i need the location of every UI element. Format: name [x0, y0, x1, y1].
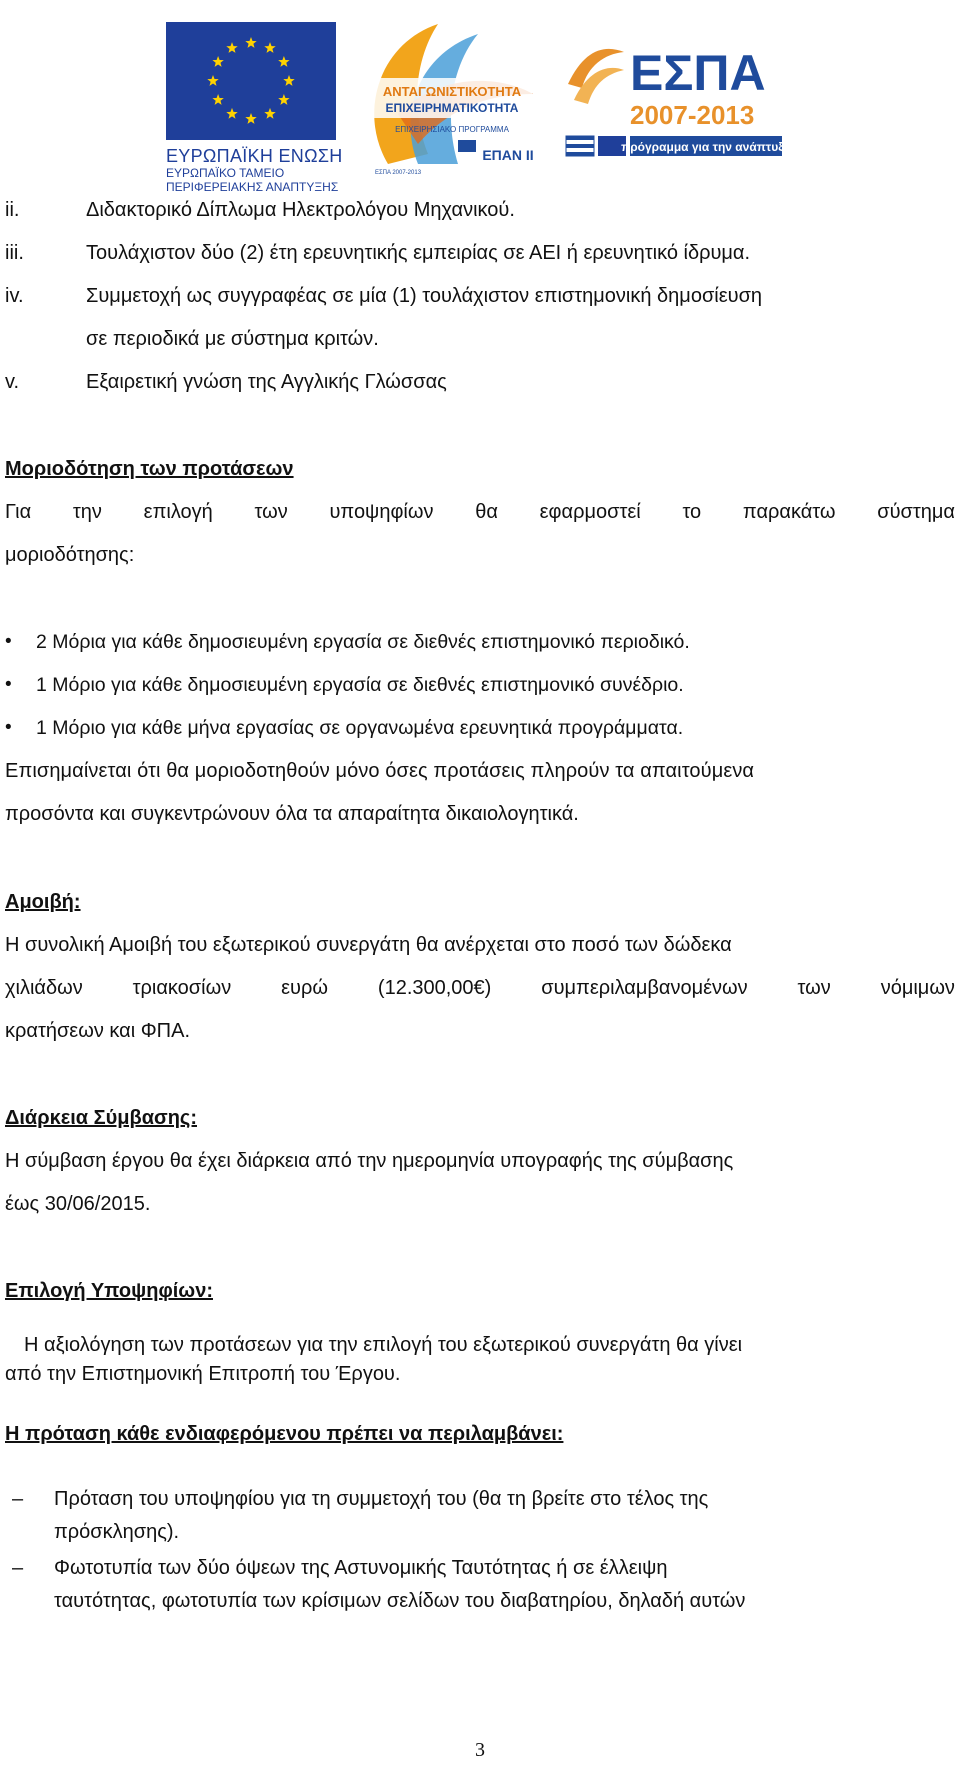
- selection-line1: Η αξιολόγηση των προτάσεων για την επιλογή του εξωτερικού συνεργάτη θα γίνει: [24, 1334, 743, 1356]
- duration-heading: Διάρκεια Σύμβασης:: [5, 1107, 197, 1129]
- dash-icon: –: [12, 1557, 24, 1579]
- greek-flag-icon: [458, 140, 476, 152]
- scoring-intro-word: παρακάτω: [742, 501, 836, 523]
- eu-logo-text: [166, 146, 343, 194]
- bullet-icon: •: [5, 674, 12, 695]
- req-num-ii: ii.: [5, 199, 20, 221]
- scoring-intro-word: Για: [5, 501, 32, 523]
- scoring-bullet-1: 2 Μόρια για κάθε δημοσιευμένη εργασία σε διεθνές επιστημονικό περιοδικό.: [36, 631, 690, 653]
- comp-line4: ΕΠΑΝ ΙΙ: [482, 147, 534, 163]
- scoring-intro-word: θα: [475, 501, 498, 523]
- req-text-iii: Τουλάχιστον δύο (2) έτη ερευνητικής εμπειρίας σε ΑΕΙ ή ερευνητικό ίδρυμα.: [86, 242, 751, 264]
- competitiveness-logo: [358, 14, 540, 184]
- scoring-intro-word: υποψηφίων: [329, 501, 434, 523]
- fee-line2-word: συμπεριλαμβανομένων: [541, 977, 748, 999]
- scoring-bullet-3: 1 Μόριο για κάθε μήνα εργασίας σε οργανωμένα ερευνητικά προγράμματα.: [36, 717, 684, 739]
- comp-line3: ΕΠΙΧΕΙΡΗΣΙΑΚΟ ΠΡΟΓΡΑΜΜΑ: [395, 125, 509, 134]
- scoring-note-line1: Επισημαίνεται ότι θα μοριοδοτηθούν μόνο όσες προτάσεις πληρούν τα απαιτούμενα: [5, 760, 755, 782]
- proposal-item1-line1: Πρόταση του υποψηφίου για τη συμμετοχή του (θα τη βρείτε στο τέλος της: [54, 1488, 709, 1510]
- eu-logo: [166, 22, 343, 196]
- header-logos: [0, 0, 960, 196]
- scoring-intro-word: την: [72, 501, 102, 523]
- scoring-intro-word: επιλογή: [143, 501, 213, 523]
- scoring-heading: Μοριοδότηση των προτάσεων: [5, 458, 294, 480]
- bullet-icon: •: [5, 631, 12, 652]
- fee-line2-word: χιλιάδων: [5, 977, 83, 999]
- fee-line3: κρατήσεων και ΦΠΑ.: [5, 1020, 191, 1042]
- page-number: 3: [475, 1739, 485, 1761]
- scoring-bullet-2: 1 Μόριο για κάθε δημοσιευμένη εργασία σε διεθνές επιστημονικό συνέδριο.: [36, 674, 684, 696]
- proposal-item2-line1: Φωτοτυπία των δύο όψεων της Αστυνομικής Ταυτότητας ή σε έλλειψη: [54, 1557, 668, 1579]
- fee-line2-word: των: [797, 977, 831, 999]
- bullet-icon: •: [5, 717, 12, 738]
- eu-stars-icon: [166, 22, 336, 140]
- scoring-intro-word: εφαρμοστεί: [539, 501, 641, 523]
- scoring-intro-line1: [5, 500, 955, 524]
- fee-line2-word: νόμιμων: [880, 977, 955, 999]
- fee-line1: Η συνολική Αμοιβή του εξωτερικού συνεργάτη θα ανέρχεται στο ποσό των δώδεκα: [5, 934, 732, 956]
- duration-line1: Η σύμβαση έργου θα έχει διάρκεια από την ημερομηνία υπογραφής της σύμβασης: [5, 1150, 734, 1172]
- proposal-heading: Η πρόταση κάθε ενδιαφερόμενου πρέπει να περιλαμβάνει:: [5, 1423, 564, 1445]
- comp-line2: ΕΠΙΧΕΙΡΗΜΑΤΙΚΟΤΗΤΑ: [385, 101, 519, 115]
- req-text-v: Εξαιρετική γνώση της Αγγλικής Γλώσσας: [86, 371, 447, 393]
- comp-line1: ΑΝΤΑΓΩΝΙΣΤΙΚΟΤΗΤΑ: [382, 84, 522, 99]
- proposal-item1-line2: πρόσκλησης).: [54, 1521, 180, 1543]
- eu-line3: ΠΕΡΙΦΕΡΕΙΑΚΗΣ ΑΝΑΠΤΥΞΗΣ: [166, 180, 339, 194]
- eu-line2: ΕΥΡΩΠΑΪΚΟ ΤΑΜΕΙΟ: [166, 166, 285, 180]
- scoring-note-line2: προσόντα και συγκεντρώνουν όλα τα απαραίτητα δικαιολογητικά.: [5, 803, 579, 825]
- espa-years: 2007-2013: [630, 100, 755, 130]
- req-num-iii: iii.: [5, 242, 24, 264]
- selection-line2: από την Επιστημονική Επιτροπή του Έργου.: [5, 1363, 401, 1385]
- comp-line5: ΕΣΠΑ 2007-2013: [374, 170, 422, 176]
- espa-title: ΕΣΠΑ: [630, 45, 766, 101]
- eu-line1: ΕΥΡΩΠΑΪΚΗ ΕΝΩΣΗ: [166, 146, 343, 166]
- competitiveness-swirl-icon: [358, 14, 540, 184]
- req-text-ii: Διδακτορικό Δίπλωμα Ηλεκτρολόγου Μηχανικού.: [86, 199, 515, 221]
- fee-line2-word: τριακοσίων: [132, 977, 232, 999]
- eu-flag-icon: [166, 22, 336, 140]
- espa-slogan: πρόγραμμα για την ανάπτυξη: [621, 140, 784, 154]
- scoring-intro-word: των: [254, 501, 288, 523]
- espa-logo-icon: [564, 40, 784, 160]
- req-text-iv: Συμμετοχή ως συγγραφέας σε μία (1) τουλάχιστον επιστημονική δημοσίευση: [86, 285, 763, 307]
- fee-line2: [5, 976, 955, 1000]
- scoring-intro-word: σύστημα: [877, 501, 955, 523]
- req-num-iv: iv.: [5, 285, 24, 307]
- espa-logo: [564, 40, 784, 160]
- scoring-intro-line2: μοριοδότησης:: [5, 544, 135, 566]
- fee-line2-word: ευρώ: [281, 977, 328, 999]
- duration-line2: έως 30/06/2015.: [5, 1193, 151, 1215]
- scoring-intro-word: το: [682, 501, 702, 523]
- fee-heading: Αμοιβή:: [5, 891, 81, 913]
- dash-icon: –: [12, 1488, 24, 1510]
- req-text-iv-cont: σε περιοδικά με σύστημα κριτών.: [86, 328, 379, 350]
- req-num-v: v.: [5, 371, 20, 393]
- proposal-item2-line2: ταυτότητας, φωτοτυπία των κρίσιμων σελίδων του διαβατηρίου, δηλαδή αυτών: [54, 1590, 746, 1612]
- selection-heading: Επιλογή Υποψηφίων:: [5, 1280, 213, 1302]
- fee-line2-word: (12.300,00€): [377, 977, 492, 999]
